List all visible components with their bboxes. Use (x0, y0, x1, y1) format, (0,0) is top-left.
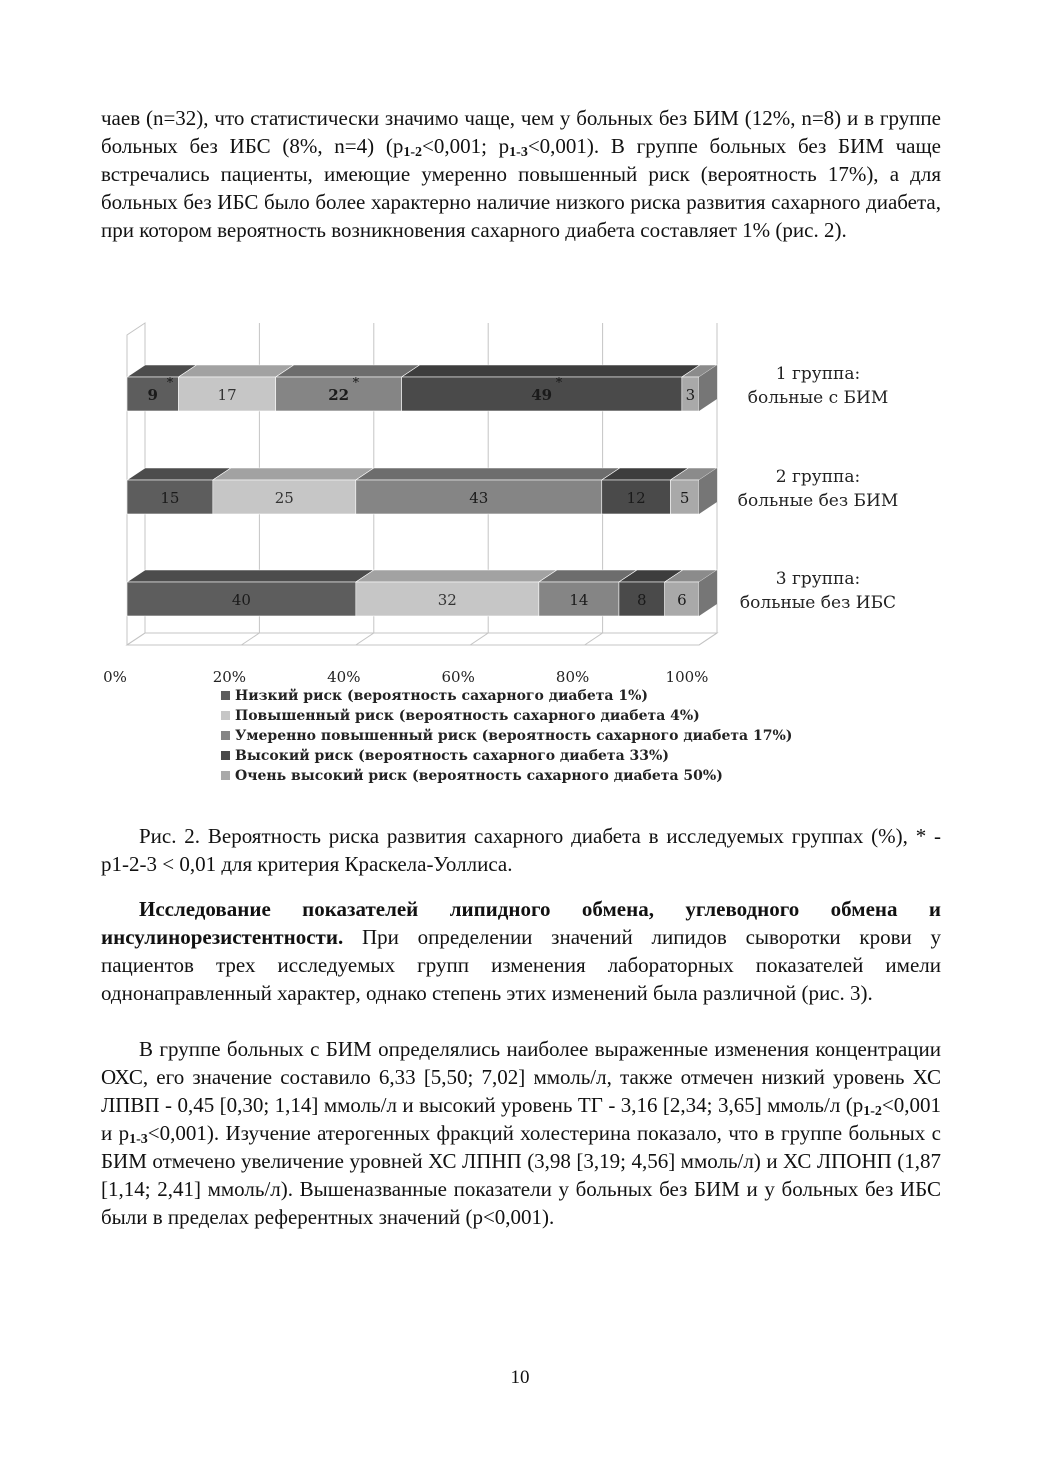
bar-value-label: 40 (231, 591, 251, 609)
grid-line (127, 633, 145, 645)
section-text: При определении значений липидов сыворотки крови у пациентов трех исследуемых групп изменения лабораторных показателей имели однонаправленный характер, однако степень этих изменений была различной (рис. 3). (101, 925, 941, 1005)
bar-segment-top (402, 365, 700, 377)
grid-line (241, 633, 259, 645)
body-paragraph (101, 1035, 941, 1231)
bar-segment-top (213, 468, 374, 480)
subscript: 1-3 (129, 1132, 148, 1147)
text-run: <0,001 и p (101, 1093, 941, 1145)
legend-entry: Высокий риск (вероятность сахарного диабета 33%) (235, 748, 669, 764)
legend-entry: Умеренно повышенный риск (вероятность сахарного диабета 17%) (235, 728, 793, 744)
text-run: чаев (n=32), что статистически значимо чаще, чем у больных без БИМ (12%, n=8) и в группе больных без ИБС (8%, n=4) (p (101, 106, 941, 158)
section-paragraph (101, 895, 941, 1007)
bar-value-label: 8 (637, 591, 647, 609)
bar-value-label: 17 (217, 386, 237, 404)
bar-value-label: 22 (328, 386, 350, 404)
bar-segment-top (127, 570, 374, 582)
bar-segment-top (178, 365, 293, 377)
category-label: 2 группа: (775, 467, 861, 487)
legend-swatch (221, 711, 230, 720)
legend-entry: Повышенный риск (вероятность сахарного диабета 4%) (235, 708, 700, 724)
legend-entry: Очень высокий риск (вероятность сахарного диабета 50%) (235, 768, 723, 784)
text-run: <0,001; p (422, 134, 510, 158)
x-tick-label: 100% (665, 668, 709, 686)
grid-line (356, 633, 374, 645)
figure-caption: Рис. 2. Вероятность риска развития сахарного диабета в исследуемых группах (%), * - p1-2-3 < 0,01 для критерия Краскела-Уоллиса. (101, 824, 941, 876)
text-run: В группе больных с БИМ определялись наиболее выраженные изменения концентрации ОХС, его значение составило 6,33 [5,50; 7,02] ммоль/л, также отмечен низкий уровень ХС ЛПВП - 0,45 [0,30; 1,14] ммоль/л и высокий уровень ТГ - 3,16 [2,34; 3,65] ммоль/л (p (101, 1037, 941, 1117)
category-label: 3 группа: (775, 569, 861, 589)
body-paragraph (101, 104, 941, 244)
bar-segment-top (356, 570, 557, 582)
significance-mark: * (352, 376, 360, 391)
legend-swatch (221, 731, 230, 740)
subscript: 1-3 (509, 145, 528, 160)
legend-swatch (221, 771, 230, 780)
x-tick-label: 80% (555, 668, 590, 686)
x-tick-label: 0% (103, 668, 127, 686)
chart-floor (127, 633, 717, 645)
x-tick-label: 40% (327, 668, 361, 686)
bar-value-label: 6 (677, 591, 687, 609)
bar-segment-top (356, 468, 620, 480)
bar-value-label: 3 (685, 386, 696, 404)
category-label: больные без ИБС (739, 593, 897, 613)
significance-mark: * (166, 376, 174, 391)
grid-line (470, 633, 488, 645)
x-tick-label: 20% (212, 668, 247, 686)
section-heading: Исследование показателей липидного обмена, углеводного обмена и инсулинорезистентности. (101, 897, 941, 949)
legend-entry: Низкий риск (вероятность сахарного диабета 1%) (235, 688, 649, 704)
bar-segment-top (276, 365, 420, 377)
legend-swatch (221, 751, 230, 760)
bar-value-label: 15 (160, 489, 180, 507)
grid-line (585, 633, 603, 645)
bar-value-label: 49 (531, 386, 553, 404)
bar-value-label: 43 (469, 489, 489, 507)
bar-value-label: 14 (569, 591, 589, 609)
bar-value-label: 25 (274, 489, 294, 507)
legend-swatch (221, 691, 230, 700)
bar-value-label: 5 (679, 489, 690, 507)
grid-line (699, 633, 717, 645)
text-run: <0,001). Изучение атерогенных фракций холестерина показало, что в группе больных с БИМ отмечено увеличение уровней ХС ЛПНП (3,98 [3,19; 4,56] ммоль/л) и ХС ЛПОНП (1,87 [1,14; 2,41] ммоль/л). Вышеназванные показатели у больных без БИМ и у больных без ИБС были в пределах референтных значений (p<0,001). (101, 1121, 941, 1229)
subscript: 1-2 (863, 1104, 882, 1119)
category-label: больные без БИМ (737, 491, 899, 511)
text-run: <0,001). В группе больных без БИМ чаще встречались пациенты, имеющие умеренно повышенный риск (вероятность 17%), а для больных без ИБС было более характерно наличие низкого риска развития сахарного диабета, при котором вероятность возникновения сахарного диабета составляет 1% (рис. 2). (101, 134, 941, 242)
x-tick-label: 60% (441, 668, 475, 686)
category-label: 1 группа: (775, 364, 861, 384)
significance-mark: * (555, 376, 563, 391)
bar-value-label: 9 (147, 386, 158, 404)
page-number: 10 (510, 1367, 530, 1388)
subscript: 1-2 (403, 145, 423, 160)
bar-value-label: 12 (626, 489, 646, 507)
bar-value-label: 32 (437, 591, 457, 609)
category-label: больные с БИМ (747, 388, 889, 408)
stacked-bar-chart (95, 315, 899, 805)
